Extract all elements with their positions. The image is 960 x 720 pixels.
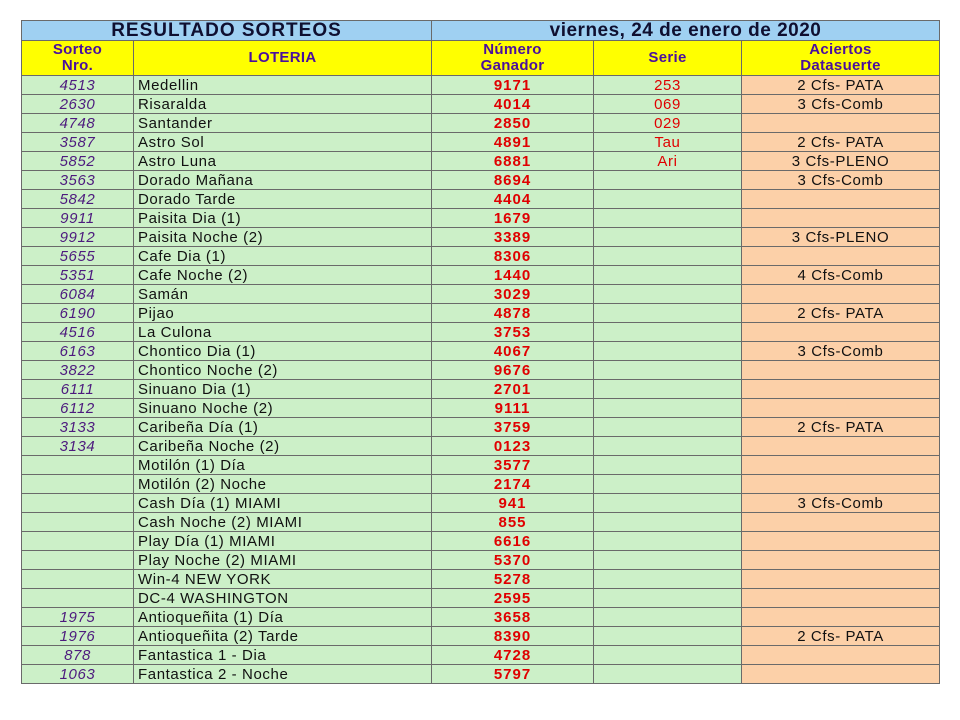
datasuerte-hits	[742, 551, 940, 570]
table-row	[22, 570, 940, 589]
table-row	[22, 361, 940, 380]
datasuerte-hits	[742, 608, 940, 627]
page-title: RESULTADO SORTEOS	[22, 21, 432, 41]
winning-number: 6616	[432, 532, 594, 551]
series	[594, 589, 742, 608]
series	[594, 456, 742, 475]
winning-number: 4067	[432, 342, 594, 361]
datasuerte-hits	[742, 285, 940, 304]
draw-number: 878	[22, 646, 134, 665]
datasuerte-hits	[742, 247, 940, 266]
datasuerte-hits	[742, 475, 940, 494]
draw-number: 2630	[22, 95, 134, 114]
lottery-name: Play Día (1) MIAMI	[134, 532, 432, 551]
lottery-name: Chontico Noche (2)	[134, 361, 432, 380]
series	[594, 266, 742, 285]
winning-number: 4014	[432, 95, 594, 114]
draw-number	[22, 475, 134, 494]
series	[594, 551, 742, 570]
winning-number: 855	[432, 513, 594, 532]
datasuerte-hits: 3 Cfs-Comb	[742, 171, 940, 190]
col-sorteo-line2: Nro.	[61, 57, 94, 74]
col-sorteo-line1: Sorteo	[52, 41, 103, 58]
datasuerte-hits	[742, 323, 940, 342]
draw-number: 1975	[22, 608, 134, 627]
series: 029	[594, 114, 742, 133]
table-row	[22, 152, 940, 171]
draw-number: 6111	[22, 380, 134, 399]
winning-number: 9676	[432, 361, 594, 380]
datasuerte-hits: 2 Cfs- PATA	[742, 133, 940, 152]
lottery-name: Dorado Mañana	[134, 171, 432, 190]
winning-number: 1679	[432, 209, 594, 228]
draw-number	[22, 456, 134, 475]
table-row	[22, 323, 940, 342]
series	[594, 608, 742, 627]
lottery-name: Pijao	[134, 304, 432, 323]
series: Tau	[594, 133, 742, 152]
draw-number: 3134	[22, 437, 134, 456]
winning-number: 4404	[432, 190, 594, 209]
winning-number: 4891	[432, 133, 594, 152]
datasuerte-hits	[742, 570, 940, 589]
table-row	[22, 95, 940, 114]
table-row	[22, 133, 940, 152]
series	[594, 418, 742, 437]
col-numero-line1: Número	[483, 41, 542, 58]
series	[594, 304, 742, 323]
series: Ari	[594, 152, 742, 171]
series	[594, 475, 742, 494]
datasuerte-hits	[742, 114, 940, 133]
series	[594, 570, 742, 589]
winning-number: 4728	[432, 646, 594, 665]
table-row	[22, 532, 940, 551]
datasuerte-hits: 3 Cfs-Comb	[742, 95, 940, 114]
table-row	[22, 551, 940, 570]
table-row	[22, 114, 940, 133]
lottery-name: Cafe Noche (2)	[134, 266, 432, 285]
col-serie-header: Serie	[594, 41, 742, 76]
draw-number: 4516	[22, 323, 134, 342]
winning-number: 2595	[432, 589, 594, 608]
col-numero-line2: Ganador	[480, 57, 545, 74]
winning-number: 5278	[432, 570, 594, 589]
series: 253	[594, 76, 742, 95]
series	[594, 665, 742, 684]
winning-number: 941	[432, 494, 594, 513]
datasuerte-hits: 2 Cfs- PATA	[742, 627, 940, 646]
table-row	[22, 475, 940, 494]
datasuerte-hits	[742, 532, 940, 551]
table-row	[22, 190, 940, 209]
series	[594, 209, 742, 228]
lottery-name: Sinuano Noche (2)	[134, 399, 432, 418]
winning-number: 6881	[432, 152, 594, 171]
winning-number: 2850	[432, 114, 594, 133]
draw-number	[22, 532, 134, 551]
lottery-name: Motilón (2) Noche	[134, 475, 432, 494]
table-row	[22, 627, 940, 646]
draw-number: 5852	[22, 152, 134, 171]
lottery-name: Sinuano Dia (1)	[134, 380, 432, 399]
lottery-name: Cash Día (1) MIAMI	[134, 494, 432, 513]
table-row	[22, 247, 940, 266]
lottery-name: Motilón (1) Día	[134, 456, 432, 475]
datasuerte-hits: 2 Cfs- PATA	[742, 418, 940, 437]
title-row	[22, 21, 940, 41]
table-row	[22, 171, 940, 190]
draw-number	[22, 589, 134, 608]
lottery-name: Chontico Dia (1)	[134, 342, 432, 361]
draw-number: 3133	[22, 418, 134, 437]
table-row	[22, 418, 940, 437]
draw-number	[22, 551, 134, 570]
results-table	[21, 20, 940, 684]
lottery-name: Antioqueñita (1) Día	[134, 608, 432, 627]
series	[594, 532, 742, 551]
datasuerte-hits	[742, 646, 940, 665]
series	[594, 513, 742, 532]
table-row	[22, 76, 940, 95]
draw-number	[22, 494, 134, 513]
series	[594, 323, 742, 342]
series	[594, 399, 742, 418]
lottery-name: Medellin	[134, 76, 432, 95]
table-row	[22, 437, 940, 456]
series	[594, 380, 742, 399]
draw-number: 5655	[22, 247, 134, 266]
datasuerte-hits	[742, 589, 940, 608]
draw-number: 9912	[22, 228, 134, 247]
lottery-name: Santander	[134, 114, 432, 133]
datasuerte-hits: 4 Cfs-Comb	[742, 266, 940, 285]
draw-number	[22, 513, 134, 532]
table-row	[22, 608, 940, 627]
datasuerte-hits: 2 Cfs- PATA	[742, 304, 940, 323]
series	[594, 646, 742, 665]
datasuerte-hits: 2 Cfs- PATA	[742, 76, 940, 95]
table-row	[22, 399, 940, 418]
col-aciertos-header	[742, 41, 940, 76]
winning-number: 5797	[432, 665, 594, 684]
lottery-name: Antioqueñita (2) Tarde	[134, 627, 432, 646]
draw-number	[22, 570, 134, 589]
draw-number: 6112	[22, 399, 134, 418]
lottery-name: Caribeña Día (1)	[134, 418, 432, 437]
lottery-name: Fantastica 2 - Noche	[134, 665, 432, 684]
draw-number: 4748	[22, 114, 134, 133]
draw-number: 4513	[22, 76, 134, 95]
table-row	[22, 646, 940, 665]
table-row	[22, 266, 940, 285]
datasuerte-hits: 3 Cfs-Comb	[742, 494, 940, 513]
table-row	[22, 380, 940, 399]
winning-number: 9111	[432, 399, 594, 418]
table-row	[22, 285, 940, 304]
datasuerte-hits: 3 Cfs-Comb	[742, 342, 940, 361]
lottery-name: Paisita Noche (2)	[134, 228, 432, 247]
winning-number: 8390	[432, 627, 594, 646]
winning-number: 3753	[432, 323, 594, 342]
series: 069	[594, 95, 742, 114]
winning-number: 4878	[432, 304, 594, 323]
lottery-name: Risaralda	[134, 95, 432, 114]
datasuerte-hits	[742, 437, 940, 456]
draw-number: 3563	[22, 171, 134, 190]
winning-number: 5370	[432, 551, 594, 570]
draw-number: 5351	[22, 266, 134, 285]
series	[594, 437, 742, 456]
draw-date: viernes, 24 de enero de 2020	[432, 21, 940, 41]
col-loteria-header: LOTERIA	[134, 41, 432, 76]
datasuerte-hits	[742, 209, 940, 228]
col-numero-header	[432, 41, 594, 76]
lottery-name: Fantastica 1 - Dia	[134, 646, 432, 665]
series	[594, 171, 742, 190]
winning-number: 8694	[432, 171, 594, 190]
winning-number: 3759	[432, 418, 594, 437]
datasuerte-hits	[742, 190, 940, 209]
draw-number: 6163	[22, 342, 134, 361]
series	[594, 361, 742, 380]
series	[594, 494, 742, 513]
table-row	[22, 513, 940, 532]
series	[594, 190, 742, 209]
table-row	[22, 209, 940, 228]
lottery-name: Play Noche (2) MIAMI	[134, 551, 432, 570]
winning-number: 1440	[432, 266, 594, 285]
series	[594, 285, 742, 304]
lottery-name: Cash Noche (2) MIAMI	[134, 513, 432, 532]
draw-number: 6190	[22, 304, 134, 323]
datasuerte-hits: 3 Cfs-PLENO	[742, 152, 940, 171]
winning-number: 0123	[432, 437, 594, 456]
lottery-name: Dorado Tarde	[134, 190, 432, 209]
col-aciertos-line2: Datasuerte	[800, 57, 881, 74]
lottery-name: Caribeña Noche (2)	[134, 437, 432, 456]
col-aciertos-line1: Aciertos	[809, 41, 872, 58]
draw-number: 5842	[22, 190, 134, 209]
winning-number: 2701	[432, 380, 594, 399]
draw-number: 1976	[22, 627, 134, 646]
lottery-name: Cafe Dia (1)	[134, 247, 432, 266]
table-row	[22, 589, 940, 608]
winning-number: 8306	[432, 247, 594, 266]
winning-number: 3029	[432, 285, 594, 304]
winning-number: 2174	[432, 475, 594, 494]
datasuerte-hits	[742, 399, 940, 418]
lottery-name: Astro Luna	[134, 152, 432, 171]
draw-number: 3822	[22, 361, 134, 380]
series	[594, 342, 742, 361]
winning-number: 3389	[432, 228, 594, 247]
lottery-name: La Culona	[134, 323, 432, 342]
col-sorteo-header	[22, 41, 134, 76]
table-row	[22, 665, 940, 684]
draw-number: 6084	[22, 285, 134, 304]
series	[594, 627, 742, 646]
lottery-name: Astro Sol	[134, 133, 432, 152]
draw-number: 3587	[22, 133, 134, 152]
table-row	[22, 494, 940, 513]
table-row	[22, 456, 940, 475]
datasuerte-hits: 3 Cfs-PLENO	[742, 228, 940, 247]
series	[594, 247, 742, 266]
series	[594, 228, 742, 247]
datasuerte-hits	[742, 380, 940, 399]
lottery-name: DC-4 WASHINGTON	[134, 589, 432, 608]
table-row	[22, 342, 940, 361]
header-row	[22, 41, 940, 76]
lottery-name: Samán	[134, 285, 432, 304]
table-row	[22, 304, 940, 323]
datasuerte-hits	[742, 361, 940, 380]
winning-number: 3577	[432, 456, 594, 475]
datasuerte-hits	[742, 665, 940, 684]
winning-number: 9171	[432, 76, 594, 95]
datasuerte-hits	[742, 513, 940, 532]
lottery-name: Win-4 NEW YORK	[134, 570, 432, 589]
datasuerte-hits	[742, 456, 940, 475]
draw-number: 9911	[22, 209, 134, 228]
draw-number: 1063	[22, 665, 134, 684]
winning-number: 3658	[432, 608, 594, 627]
lottery-name: Paisita Dia (1)	[134, 209, 432, 228]
table-row	[22, 228, 940, 247]
